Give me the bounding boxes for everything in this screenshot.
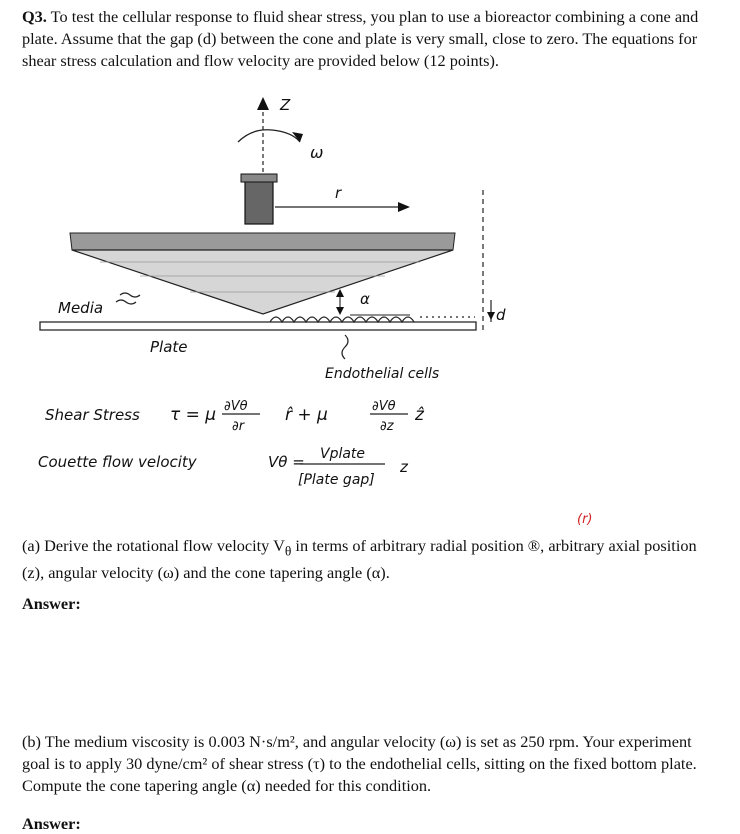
question-intro-text: To test the cellular response to fluid shear stress, you plan to use a bioreactor combining a cone and plate. Assume that the gap (d) between the cone and plate is very small, close to zero. The equations for shear stress calculation and flow velocity are provided below (12 points). [22,7,699,70]
alpha-arrow-up [336,289,344,297]
d-arrowhead [487,312,495,320]
shear-eq-frac2-num: ∂Vθ [372,399,396,414]
r-arrowhead [398,202,410,212]
shear-eq-frac2-den: ∂z [380,419,394,434]
cone-top-band [70,233,455,250]
shear-stress-label: Shear Stress [45,406,140,424]
part-b-question: (b) The medium viscosity is 0.003 N·s/m², and angular velocity (ω) is set as 250 rpm. Your experiment goal is to apply 30 dyne/cm² of shear stress (τ) to the endothelial cells, sitting on the fixed bottom plate. Compute the cone tapering angle (α) needed for this condition. [22,732,697,795]
shear-eq-frac1-den: ∂r [232,419,245,434]
media-wave-1 [116,300,136,304]
label-media: Media [58,299,104,317]
label-plate: Plate [150,338,188,356]
shaft-collar [241,174,277,182]
question-intro [22,6,722,72]
label-omega: ω [310,143,324,162]
cone-body [72,250,453,314]
shear-eq-frac1-num: ∂Vθ [224,399,248,414]
label-z: Z [280,96,291,114]
cells-pointer [342,335,348,359]
label-alpha: α [360,290,370,308]
rotation-arc [238,130,300,142]
part-a-question [22,535,722,584]
answer-b-label: Answer: [22,814,81,833]
label-endothelial-cells: Endothelial cells [325,366,440,382]
z-axis-arrowhead [257,97,269,110]
endothelial-cells-layer [270,317,414,322]
answer-a-label: Answer: [22,594,81,613]
couette-numerator: Vplate [320,446,366,462]
alpha-arrow-down [336,307,344,315]
annotation-r: (r) [577,512,593,527]
cone-plate-diagram [0,90,740,530]
label-d: d [496,306,506,324]
media-wave-2 [120,293,140,297]
question-number: Q3. [22,7,47,26]
part-a-subscript: θ [284,543,292,559]
cone-shaft [245,180,273,224]
couette-lhs: Vθ = [268,453,305,471]
couette-label: Couette flow velocity [38,453,197,471]
label-r: r [335,184,342,202]
shear-eq-tau: τ = μ [170,405,217,425]
couette-z: z [400,458,408,476]
part-a-text-after: in terms of arbitrary radial position ®, arbitrary axial position (z), angular velocity (ω) and the cone tapering angle (α). [22,536,697,583]
shear-eq-rhat: r̂ + μ [285,405,328,425]
part-a-text-before: (a) Derive the rotational flow velocity V [22,536,285,555]
bottom-plate [40,322,476,330]
shear-eq-zhat: ẑ [415,405,424,425]
couette-denominator: [Plate gap] [298,472,375,488]
